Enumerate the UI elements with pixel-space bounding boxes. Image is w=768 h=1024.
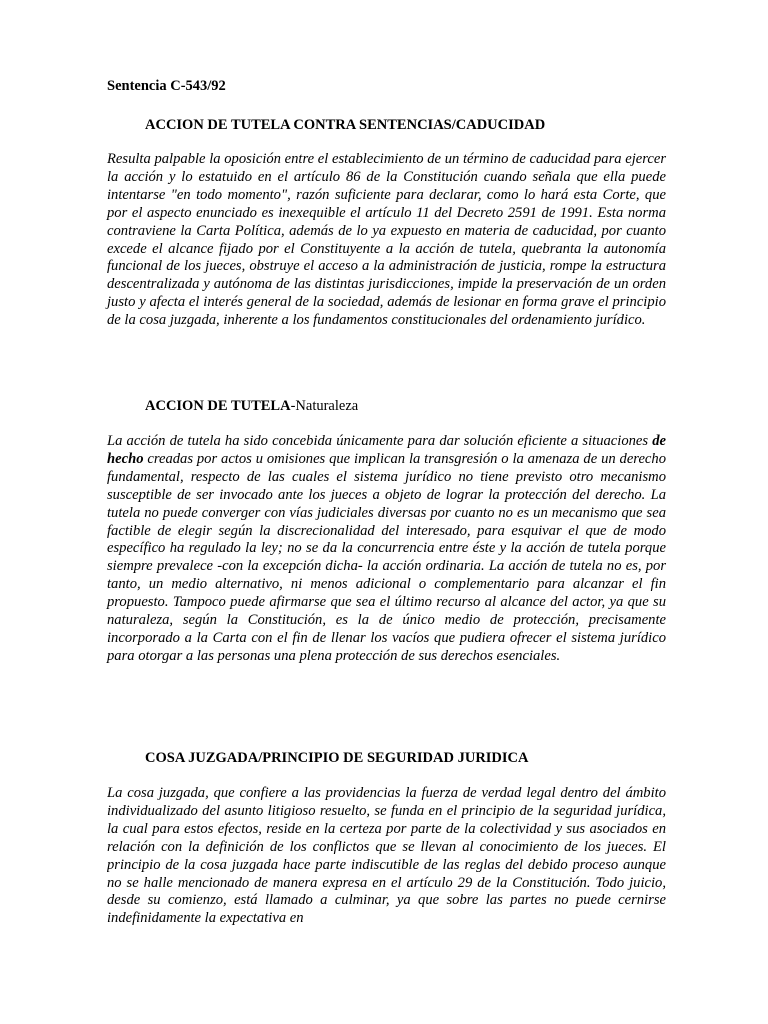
paragraph-cosa-juzgada: La cosa juzgada, que confiere a las providencias la fuerza de verdad legal dentro del ámbito individualizado del asunto litigioso resuelto, se funda en el principio de la seguridad jurídica, la cual para estos efectos, reside en la certeza por parte de la colectividad y sus asociados en relación con la definición de los conflictos que se llevan al conocimiento de los jueces. El principio de la cosa juzgada hace parte indiscutible de las reglas del debido proceso aunque no se halle mencionado de manera expresa en el artículo 29 de la Constitución. Todo juicio, desde su comienzo, está llamado a culminar, ya que sobre las partes no puede cernirse indefinidamente la expectativa en (107, 785, 666, 927)
heading-bold-part: ACCION DE TUTELA (145, 398, 291, 414)
section-heading-tutela-contra-sentencias: ACCION DE TUTELA CONTRA SENTENCIAS/CADUCIDAD (145, 117, 546, 133)
section-heading-cosa-juzgada: COSA JUZGADA/PRINCIPIO DE SEGURIDAD JURIDICA (145, 750, 529, 766)
case-title: Sentencia C-543/92 (107, 78, 226, 94)
paragraph-caducidad: Resulta palpable la oposición entre el establecimiento de un término de caducidad para ejercer la acción y lo estatuido en el artículo 86 de la Constitución cuando señala que ella puede intentarse "en todo momento", razón suficiente para declarar, como lo hará esta Corte, que por el aspecto enunciado es inexequible el artículo 11 del Decreto 2591 de 1991. Esta norma contraviene la Carta Política, además de lo ya expuesto en materia de caducidad, por cuanto excede el alcance fijado por el Constituyente a la acción de tutela, quebranta la autonomía funcional de los jueces, obstruye el acceso a la administración de justicia, rompe la estructura descentralizada y autónoma de las distintas jurisdicciones, impide la preservación de un orden justo y afecta el interés general de la sociedad, además de lesionar en forma grave el principio de la cosa juzgada, inherente a los fundamentos constitucionales del ordenamiento jurídico. (107, 151, 666, 329)
paragraph-bold-term: de hecho (107, 433, 666, 467)
section-heading-tutela-naturaleza (145, 398, 358, 415)
paragraph-text-after-bold: creadas por actos u omisiones que implican la transgresión o la amenaza de un derecho fundamental, respecto de las cuales el sistema jurídico no tiene previsto otro mecanismo susceptible de ser invocado ante los jueces a objeto de lograr la protección del derecho. La tutela no puede converger con vías judiciales diversas por cuanto no es un mecanismo que sea factible de elegir según la discrecionalidad del interesado, para esquivar el que de modo específico ha regulado la ley; no se da la concurrencia entre éste y la acción de tutela porque siempre prevalece -con la excepción dicha- la acción ordinaria. La acción de tutela no es, por tanto, un medio alternativo, ni menos adicional o complementario para alcanzar el fin propuesto. Tampoco puede afirmarse que sea el último recurso al alcance del actor, ya que su naturaleza, según la Constitución, es la de único medio de protección, precisamente incorporado a la Carta con el fin de llenar los vacíos que pudiera ofrecer el sistema jurídico para otorgar a las personas una plena protección de sus derechos esenciales. (107, 450, 666, 664)
heading-normal-part: -Naturaleza (290, 398, 359, 414)
paragraph-text-before-bold: La acción de tutela ha sido concebida únicamente para dar solución eficiente a situaciones (107, 433, 653, 449)
paragraph-naturaleza (107, 433, 666, 666)
